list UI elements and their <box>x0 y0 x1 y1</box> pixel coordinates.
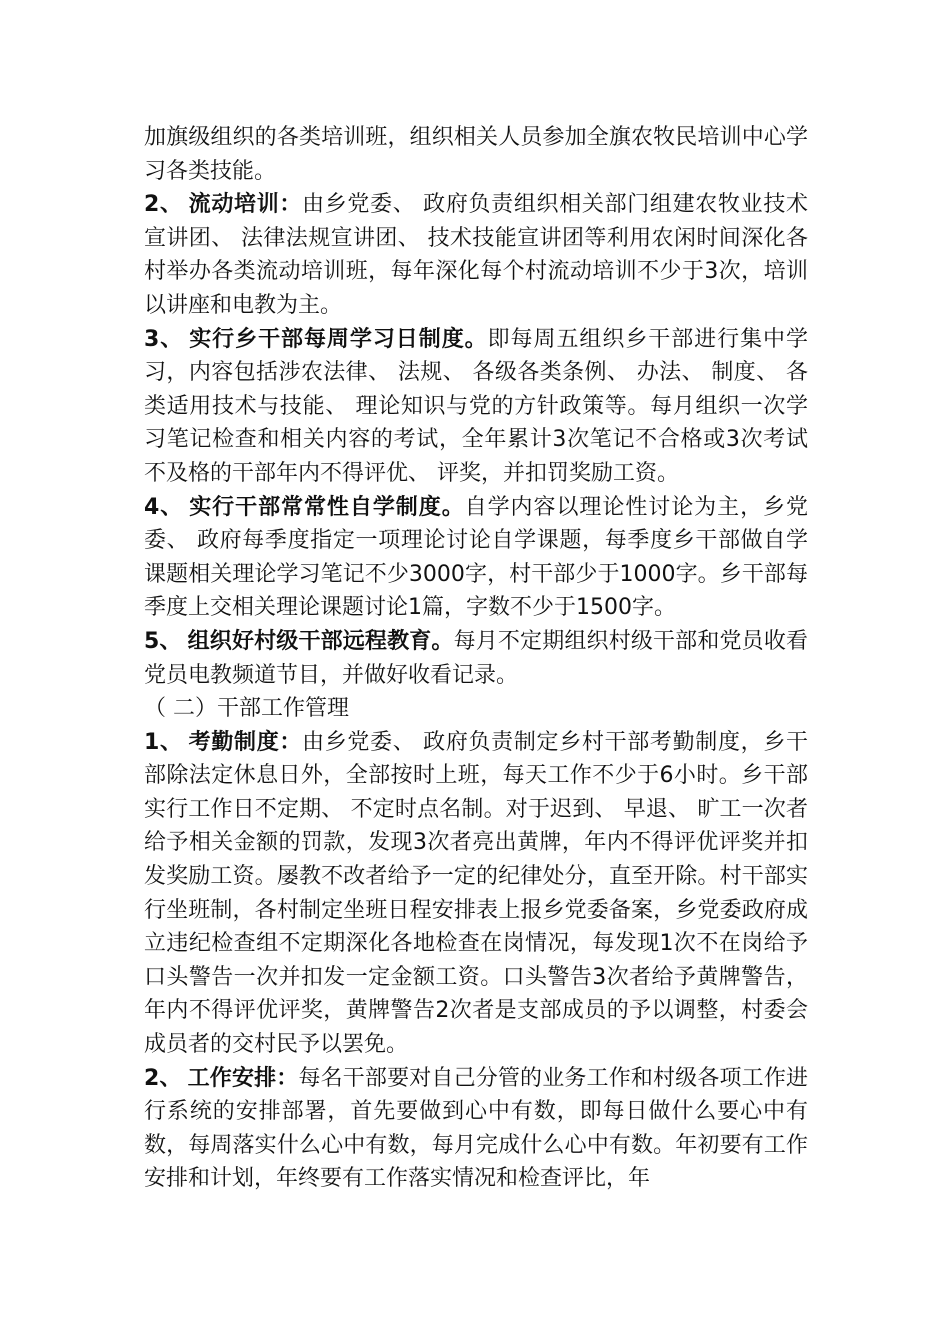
item-number: 2、 <box>144 192 183 218</box>
item-weekly-study-day <box>144 323 808 491</box>
item-attendance <box>144 726 808 1062</box>
item-number: 2、 <box>144 1065 182 1091</box>
item-lead: 实行乡干部每周学习日制度。 <box>189 326 488 352</box>
item-number: 4、 <box>144 494 184 520</box>
document-page <box>144 121 808 1196</box>
item-self-study <box>144 491 808 625</box>
item-number: 1、 <box>144 729 183 755</box>
item-text: 即每周五组织乡干部进行集中学习，内容包括涉农法律、 法规、 各级各类条例、 办法、 制度、 各类适用技术与技能、 理论知识与党的方针政策等。每月组织一次学习笔记检查和相关内容的考试，全年累计3次笔记不合格或3次考试不及格的干部年内不得评优、 评奖，并扣罚奖励工资。 <box>144 326 808 486</box>
item-text: 由乡党委、 政府负责制定乡村干部考勤制度，乡干部除法定休息日外，全部按时上班，每天工作不少于6小时。乡干部实行工作日不定期、 不定时点名制。对于迟到、 早退、 旷工一次者给予相关金额的罚款，发现3次者亮出黄牌，年内不得评优评奖并扣发奖励工资。屡教不改者给予一定的纪律处分，直至开除。村干部实行坐班制，各村制定坐班日程安排表上报乡党委备案，乡党委政府成立违纪检查组不定期深化各地检查在岗情况，每发现1次不在岗给予口头警告一次并扣发一定金额工资。口头警告3次者给予黄牌警告，年内不得评优评奖，黄牌警告2次者是支部成员的予以调整，村委会成员者的交村民予以罢免。 <box>144 729 808 1058</box>
section-heading: （ 二）干部工作管理 <box>144 696 349 722</box>
item-mobile-training <box>144 188 808 322</box>
item-number: 5、 <box>144 628 182 654</box>
item-number: 3、 <box>144 326 184 352</box>
item-lead: 考勤制度： <box>188 729 303 755</box>
item-lead: 实行干部常常性自学制度。 <box>189 494 465 520</box>
intro-paragraph: 加旗级组织的各类培训班，组织相关人员参加全旗农牧民培训中心学习各类技能。 <box>144 125 808 184</box>
item-text: 由乡党委、 政府负责组织相关部门组建农牧业技术宣讲团、 法律法规宣讲团、 技术技能宣讲团等利用农闲时间深化各村举办各类流动培训班，每年深化每个村流动培训不少于3次，培训以讲座和电教为主。 <box>144 192 808 318</box>
item-lead: 流动培训： <box>188 192 303 218</box>
item-remote-education <box>144 625 808 692</box>
item-text: 每名干部要对自己分管的业务工作和村级各项工作进行系统的安排部署，首先要做到心中有数，即每日做什么要心中有数，每周落实什么心中有数，每月完成什么心中有数。年初要有工作安排和计划，年终要有工作落实情况和检查评比，年 <box>144 1065 808 1192</box>
item-lead: 工作安排： <box>187 1065 299 1091</box>
item-text: 每月不定期组织村级干部和党员收看党员电教频道节目，并做好收看记录。 <box>144 628 808 688</box>
item-lead: 组织好村级干部远程教育。 <box>187 628 454 654</box>
item-text: 自学内容以理论性讨论为主，乡党委、 政府每季度指定一项理论讨论自学课题，每季度乡干部做自学课题相关理论学习笔记不少3000字，村干部少于1000字。乡干部每季度上交相关理论课题讨论1篇，字数不少于1500字。 <box>144 494 808 621</box>
item-work-arrangement <box>144 1062 808 1196</box>
